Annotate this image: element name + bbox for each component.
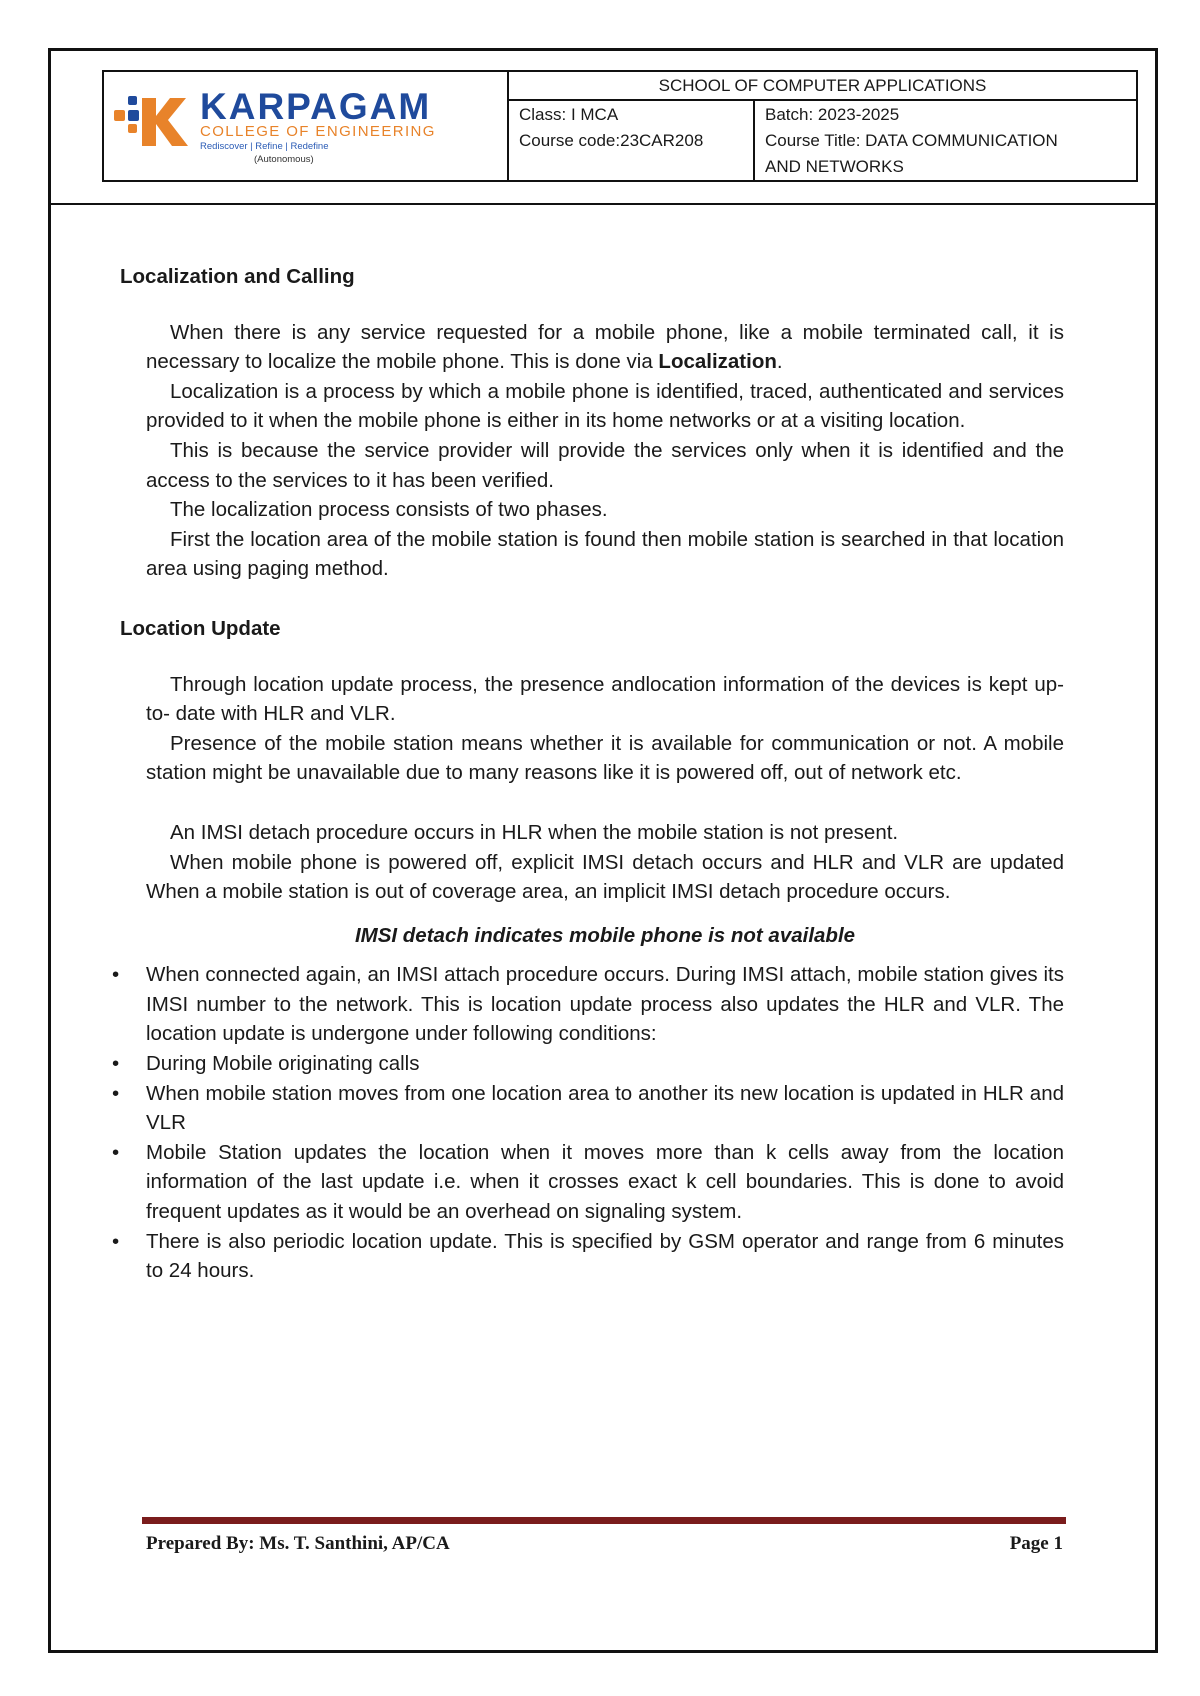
- paragraph-end: .: [776, 350, 783, 374]
- paragraph: The localization process consists of two phases.: [170, 498, 608, 522]
- highlight-note: IMSI detach indicates mobile phone is not available: [354, 923, 856, 947]
- paragraph: Localization is a process by which a mobile phone is identified, traced, authenticated and services provided to it when the mobile phone is either in its home networks or at a visiting location.: [146, 379, 1064, 433]
- header-divider: [48, 203, 1158, 205]
- logo-name: KARPAGAM: [200, 86, 432, 127]
- paragraph: This is because the service provider will provide the services only when it is identified and the access to the services to it has been verified.: [146, 438, 1064, 492]
- list-item: • Mobile Station updates the location when it moves more than k cells away from the location information of the last update i.e. when it crosses exact k cell boundaries. This is done to avoid frequent updates as it would be an overhead on signaling system.: [146, 1138, 1064, 1227]
- batch-label: Batch: 2023-2025: [765, 105, 900, 124]
- batch-cell: [755, 101, 1136, 180]
- course-title-continued: AND NETWORKS: [765, 157, 904, 176]
- prepared-by: Prepared By: Ms. T. Santhini, AP/CA: [146, 1533, 450, 1554]
- page-number: Page 1: [1009, 1533, 1063, 1554]
- paragraph: When mobile phone is powered off, explicit IMSI detach occurs and HLR and VLR are updated When a mobile station is out of coverage area, an implicit IMSI detach procedure occurs.: [146, 850, 1064, 904]
- list-item: • When connected again, an IMSI attach procedure occurs. During IMSI attach, mobile station gives its IMSI number to the network. This is location update process also updates the HLR and VLR. The location update is undergone under following conditions:: [146, 960, 1064, 1049]
- karpagam-logo-icon: [112, 84, 202, 152]
- paragraph: Presence of the mobile station means whether it is available for communication or not. A mobile station might be unavailable due to many reasons like it is powered off, out of network etc.: [146, 731, 1064, 785]
- paragraph: [146, 318, 1064, 377]
- bold-term: Localization: [658, 350, 777, 374]
- section-title-localization: Localization and Calling: [120, 265, 355, 288]
- paragraph: Through location update process, the presence andlocation information of the devices is kept up-to- date with HLR and VLR.: [146, 672, 1064, 726]
- course-code: Course code:23CAR208: [519, 131, 704, 150]
- paragraph-text: When there is any service requested for a mobile phone, like a mobile terminated call, it is necessary to localize the mobile phone. This is done via: [146, 320, 1064, 374]
- course-title: Course Title: DATA COMMUNICATION: [765, 131, 1058, 150]
- college-logo: [104, 72, 509, 180]
- list-item: • There is also periodic location update. This is specified by GSM operator and range from 6 minutes to 24 hours.: [146, 1227, 1064, 1286]
- footer-rule: [142, 1517, 1066, 1524]
- logo-college: COLLEGE OF ENGINEERING: [200, 123, 436, 140]
- school-name: SCHOOL OF COMPUTER APPLICATIONS: [509, 72, 1136, 101]
- header-table: [102, 70, 1138, 182]
- section-title-location-update: Location Update: [120, 616, 281, 640]
- bullet-list: [120, 960, 1064, 1286]
- list-item: • During Mobile originating calls: [146, 1049, 1064, 1079]
- paragraph: First the location area of the mobile station is found then mobile station is searched in that location area using paging method.: [146, 527, 1064, 581]
- logo-tagline: Rediscover | Refine | Redefine: [200, 141, 329, 152]
- paragraph: An IMSI detach procedure occurs in HLR when the mobile station is not present.: [170, 820, 899, 844]
- logo-autonomous: (Autonomous): [254, 154, 314, 165]
- list-item: • When mobile station moves from one location area to another its new location is updated in HLR and VLR: [146, 1079, 1064, 1138]
- page-content: [120, 262, 1064, 1286]
- class-label: Class: I MCA: [519, 105, 619, 124]
- class-cell: [509, 101, 755, 180]
